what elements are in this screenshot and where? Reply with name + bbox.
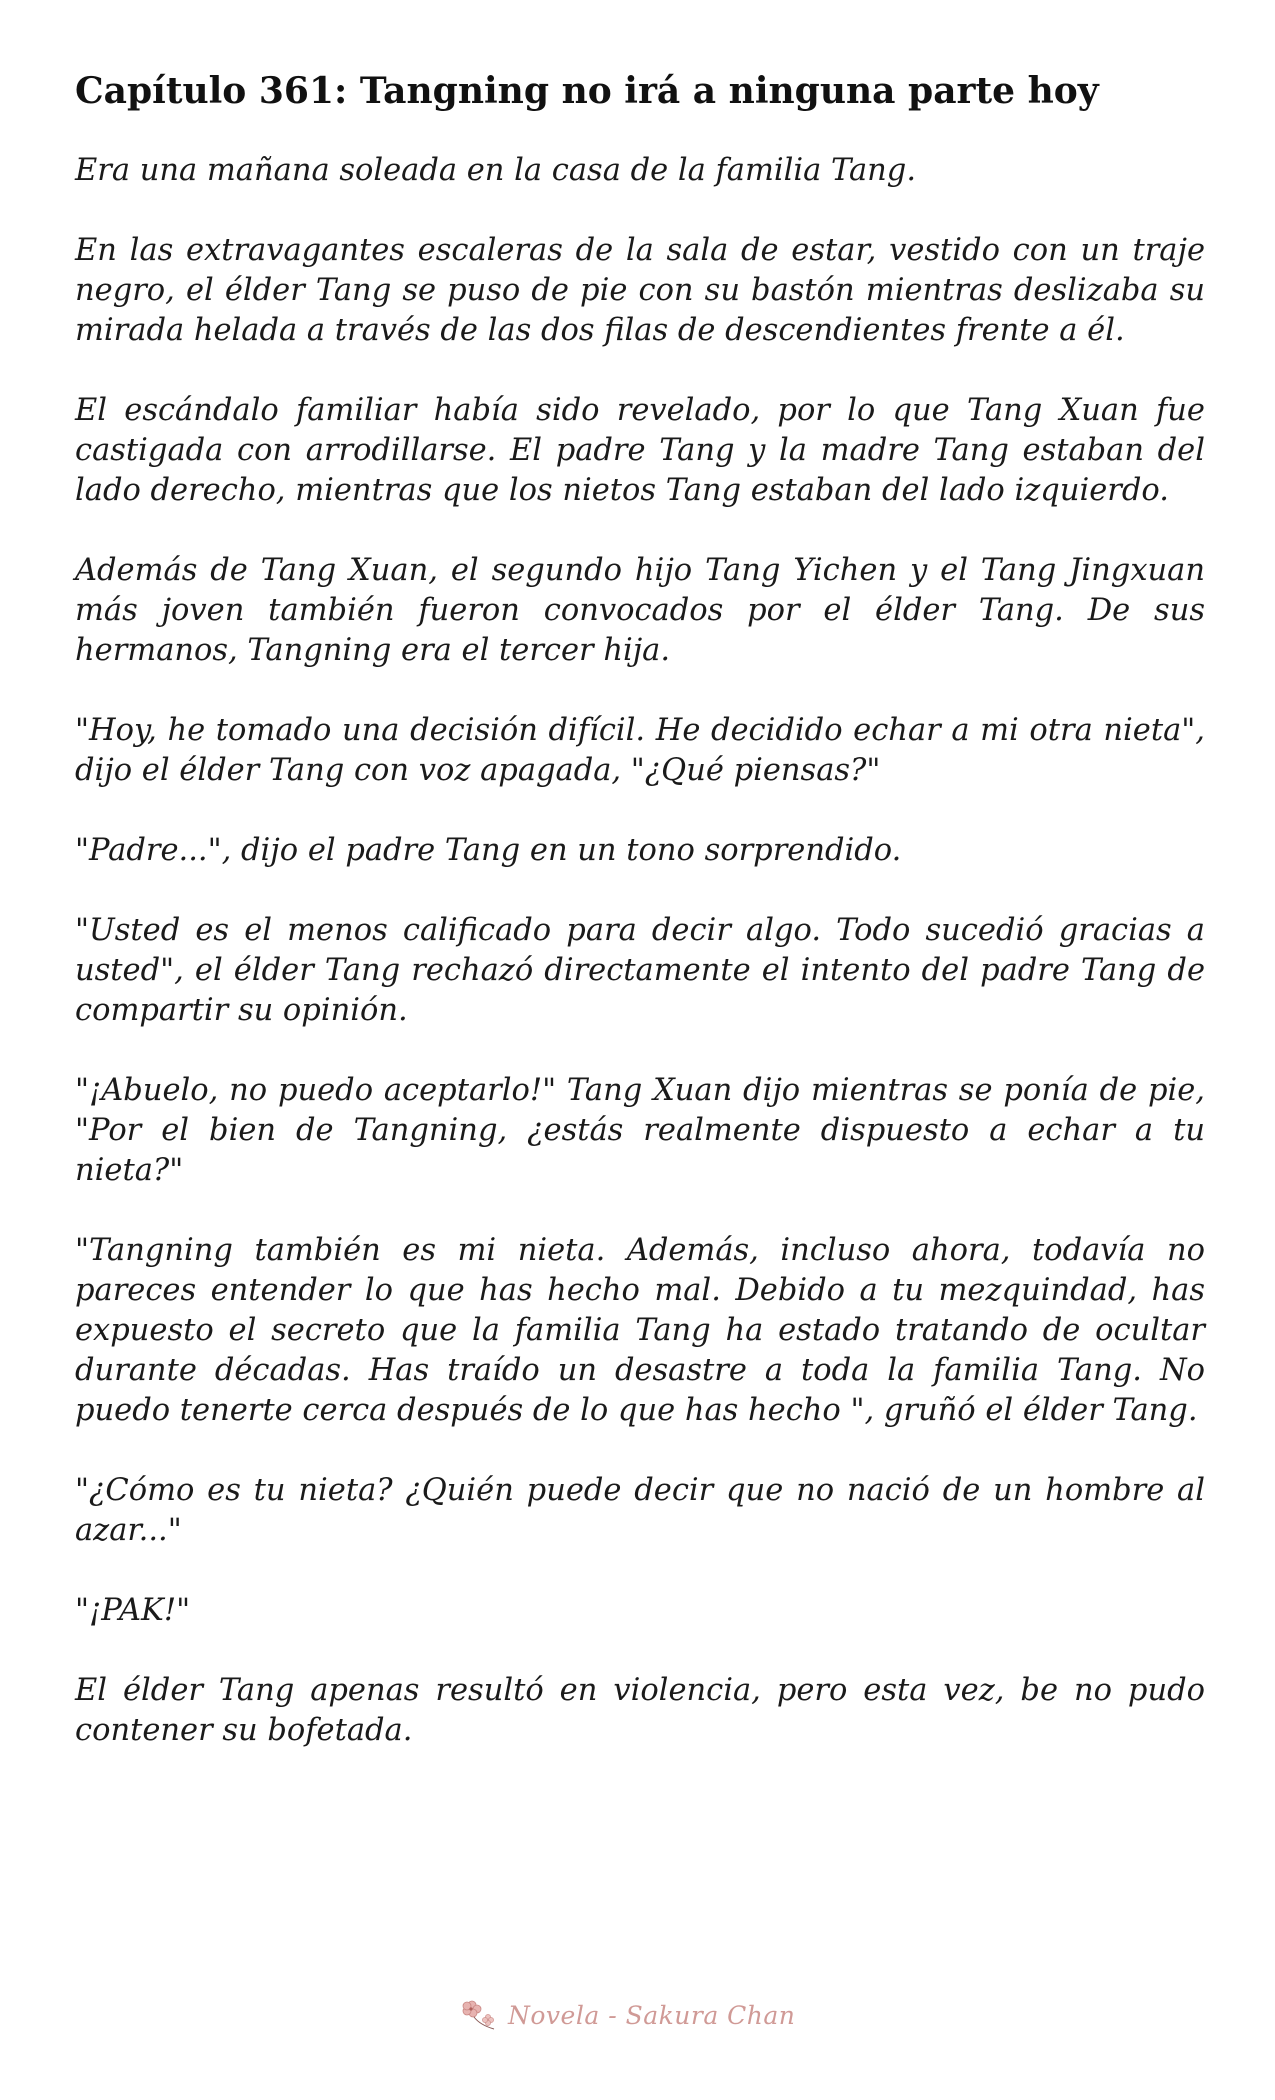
paragraph: "Tangning también es mi nieta. Además, incluso ahora, todavía no pareces entender lo que has hecho mal. Debido a tu mezquindad, has expuesto el secreto que la familia Tang ha estado tratando de ocultar durante décadas. Has traído un desastre a toda la familia Tang. No puedo tenerte cerca después de lo que has hecho ", gruñó el élder Tang. [75,1233,1205,1429]
document-page [75,70,1205,1791]
paragraph: El élder Tang apenas resultó en violencia, pero esta vez, be no pudo contener su bofetada. [75,1673,1205,1749]
watermark [460,1990,840,2040]
chapter-title: Capítulo 361: Tangning no irá a ninguna parte hoy [75,70,1099,112]
paragraph: "¿Cómo es tu nieta? ¿Quién puede decir que no nació de un hombre al azar..." [75,1473,1205,1549]
paragraph: Además de Tang Xuan, el segundo hijo Tang Yichen y el Tang Jingxuan más joven también fueron convocados por el élder Tang. De sus hermanos, Tangning era el tercer hija. [75,553,1205,669]
paragraph: "¡PAK!" [75,1593,191,1629]
paragraph: "Padre...", dijo el padre Tang en un tono sorprendido. [75,833,902,869]
paragraph: "¡Abuelo, no puedo aceptarlo!" Tang Xuan dijo mientras se ponía de pie, "Por el bien de Tangning, ¿estás realmente dispuesto a echar a tu nieta?" [75,1073,1205,1189]
cherry-blossom-icon [460,1997,500,2033]
paragraph: "Hoy, he tomado una decisión difícil. He decidido echar a mi otra nieta", dijo el élder Tang con voz apagada, "¿Qué piensas?" [75,713,1205,789]
watermark-text: Novela - Sakura Chan [508,2000,796,2030]
paragraph: "Usted es el menos calificado para decir algo. Todo sucedió gracias a usted", el élder Tang rechazó directamente el intento del padre Tang de compartir su opinión. [75,913,1205,1029]
paragraph: En las extravagantes escaleras de la sala de estar, vestido con un traje negro, el élder Tang se puso de pie con su bastón mientras deslizaba su mirada helada a través de las dos filas de descendientes frente a él. [75,233,1205,349]
paragraph: Era una mañana soleada en la casa de la familia Tang. [75,153,917,189]
paragraph: El escándalo familiar había sido revelado, por lo que Tang Xuan fue castigada con arrodillarse. El padre Tang y la madre Tang estaban del lado derecho, mientras que los nietos Tang estaban del lado izquierdo. [75,393,1205,509]
